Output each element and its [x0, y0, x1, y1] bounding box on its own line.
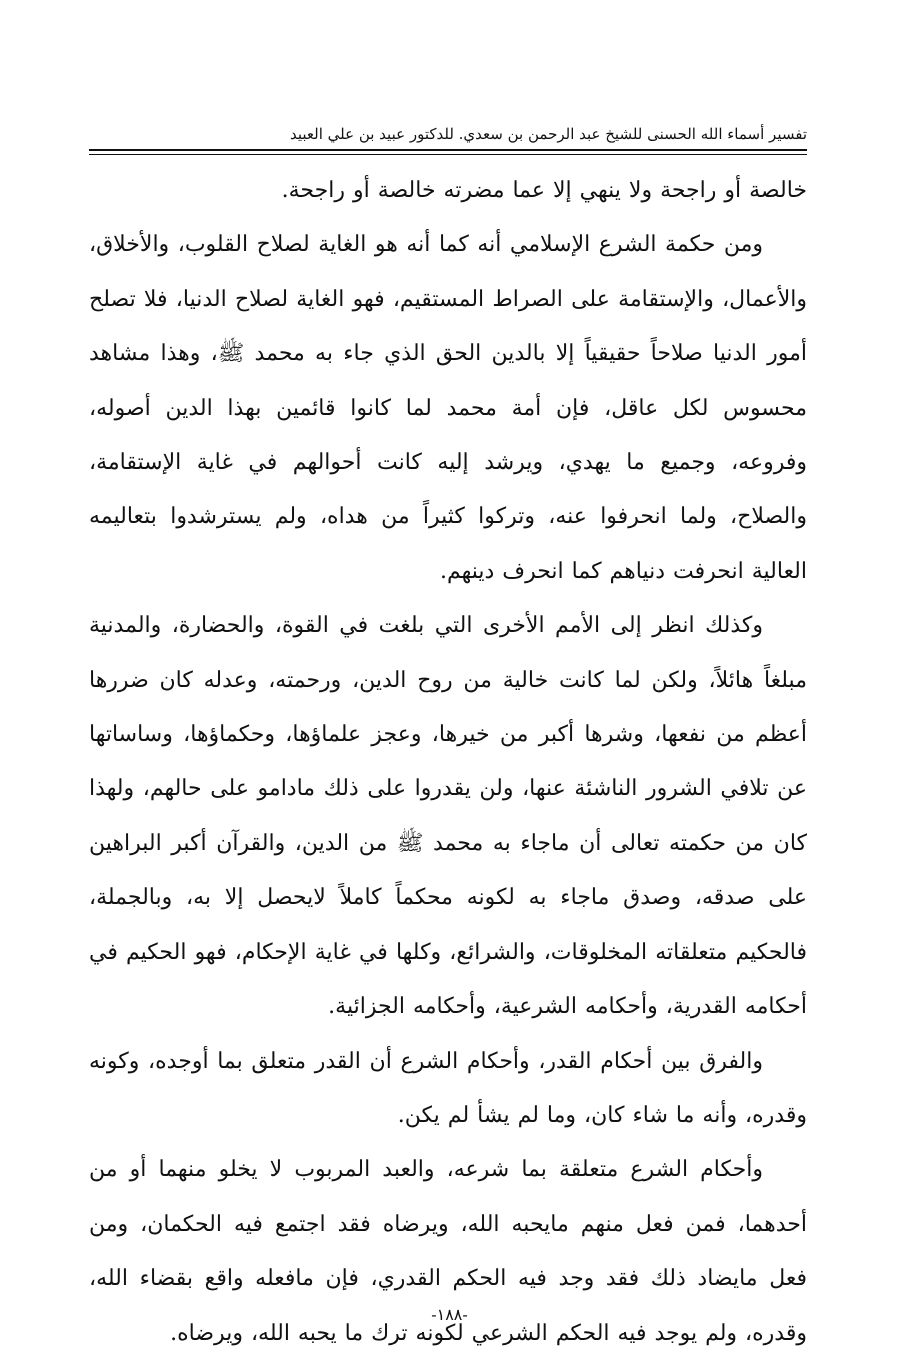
paragraph-other-nations: وكذلك انظر إلى الأمم الأخرى التي بلغت في القوة، والحضارة، والمدنية مبلغاً هائلاً، ولكن لما كانت خالية من روح الدين، ورحمته، وعدله كان ضررها أعظم من نفعها، وشرها أكبر من خيرها، وعجز علماؤها، وحكماؤها، وساساتها عن تلافي الشرور الناشئة عنها، ولن يقدروا على ذلك مادامو على حالهم، ولهذا كان من حكمته تعالى أن ماجاء به محمد ﷺ من الدين، والقرآن أكبر البراهين على صدقه، وصدق ماجاء به لكونه محكماً كاملاً لايحصل إلا به، وبالجملة، فالحكيم متعلقاته المخلوقات، والشرائع، وكلها في غاية الإحكام، فهو الحكيم في أحكامه القدرية، وأحكامه الشرعية، وأحكامه الجزائية.: [89, 613, 807, 1020]
paragraph-shar-rulings: وأحكام الشرع متعلقة بما شرعه، والعبد المربوب لا يخلو منهما أو من أحدهما، فمن فعل منهم مايحبه الله، ويرضاه فقد اجتمع فيه الحكمان، ومن فعل مايضاد ذلك فقد وجد فيه الحكم القدري، فإن مافعله واقع بقضاء الله، وقدره، ولم يوجد فيه الحكم الشرعي لكونه ترك ما يحبه الله، ويرضاه.: [89, 1157, 807, 1346]
paragraph-continuation: خالصة أو راجحة ولا ينهي إلا عما مضرته خالصة أو راجحة.: [281, 178, 807, 203]
body-text: [89, 164, 807, 1361]
header-rule-thin: [89, 154, 807, 155]
header-rule-thick: [89, 149, 807, 151]
running-header-title: تفسير أسماء الله الحسنى للشيخ عبد الرحمن بن سعدي. للدكتور عبيد بن علي العبيد: [289, 125, 807, 143]
page-number: -١٨٨-: [431, 1305, 468, 1324]
paragraph-qadar-vs-shar: والفرق بين أحكام القدر، وأحكام الشرع أن القدر متعلق بما أوجده، وكونه وقدره، وأنه ما شاء كان، وما لم يشأ لم يكن.: [89, 1048, 807, 1128]
paragraph-wisdom-of-sharia: ومن حكمة الشرع الإسلامي أنه كما أنه هو الغاية لصلاح القلوب، والأخلاق، والأعمال، والإستقامة على الصراط المستقيم، فهو الغاية لصلاح الدنيا، فلا تصلح أمور الدنيا صلاحاً حقيقياً إلا بالدين الحق الذي جاء به محمد ﷺ، وهذا مشاهد محسوس لكل عاقل، فإن أمة محمد لما كانوا قائمين بهذا الدين أصوله، وفروعه، وجميع ما يهدي، ويرشد إليه كانت أحوالهم في غاية الإستقامة، والصلاح، ولما انحرفوا عنه، وتركوا كثيراً من هداه، ولم يسترشدوا بتعاليمه العالية انحرفت دنياهم كما انحرف دينهم.: [89, 232, 807, 584]
